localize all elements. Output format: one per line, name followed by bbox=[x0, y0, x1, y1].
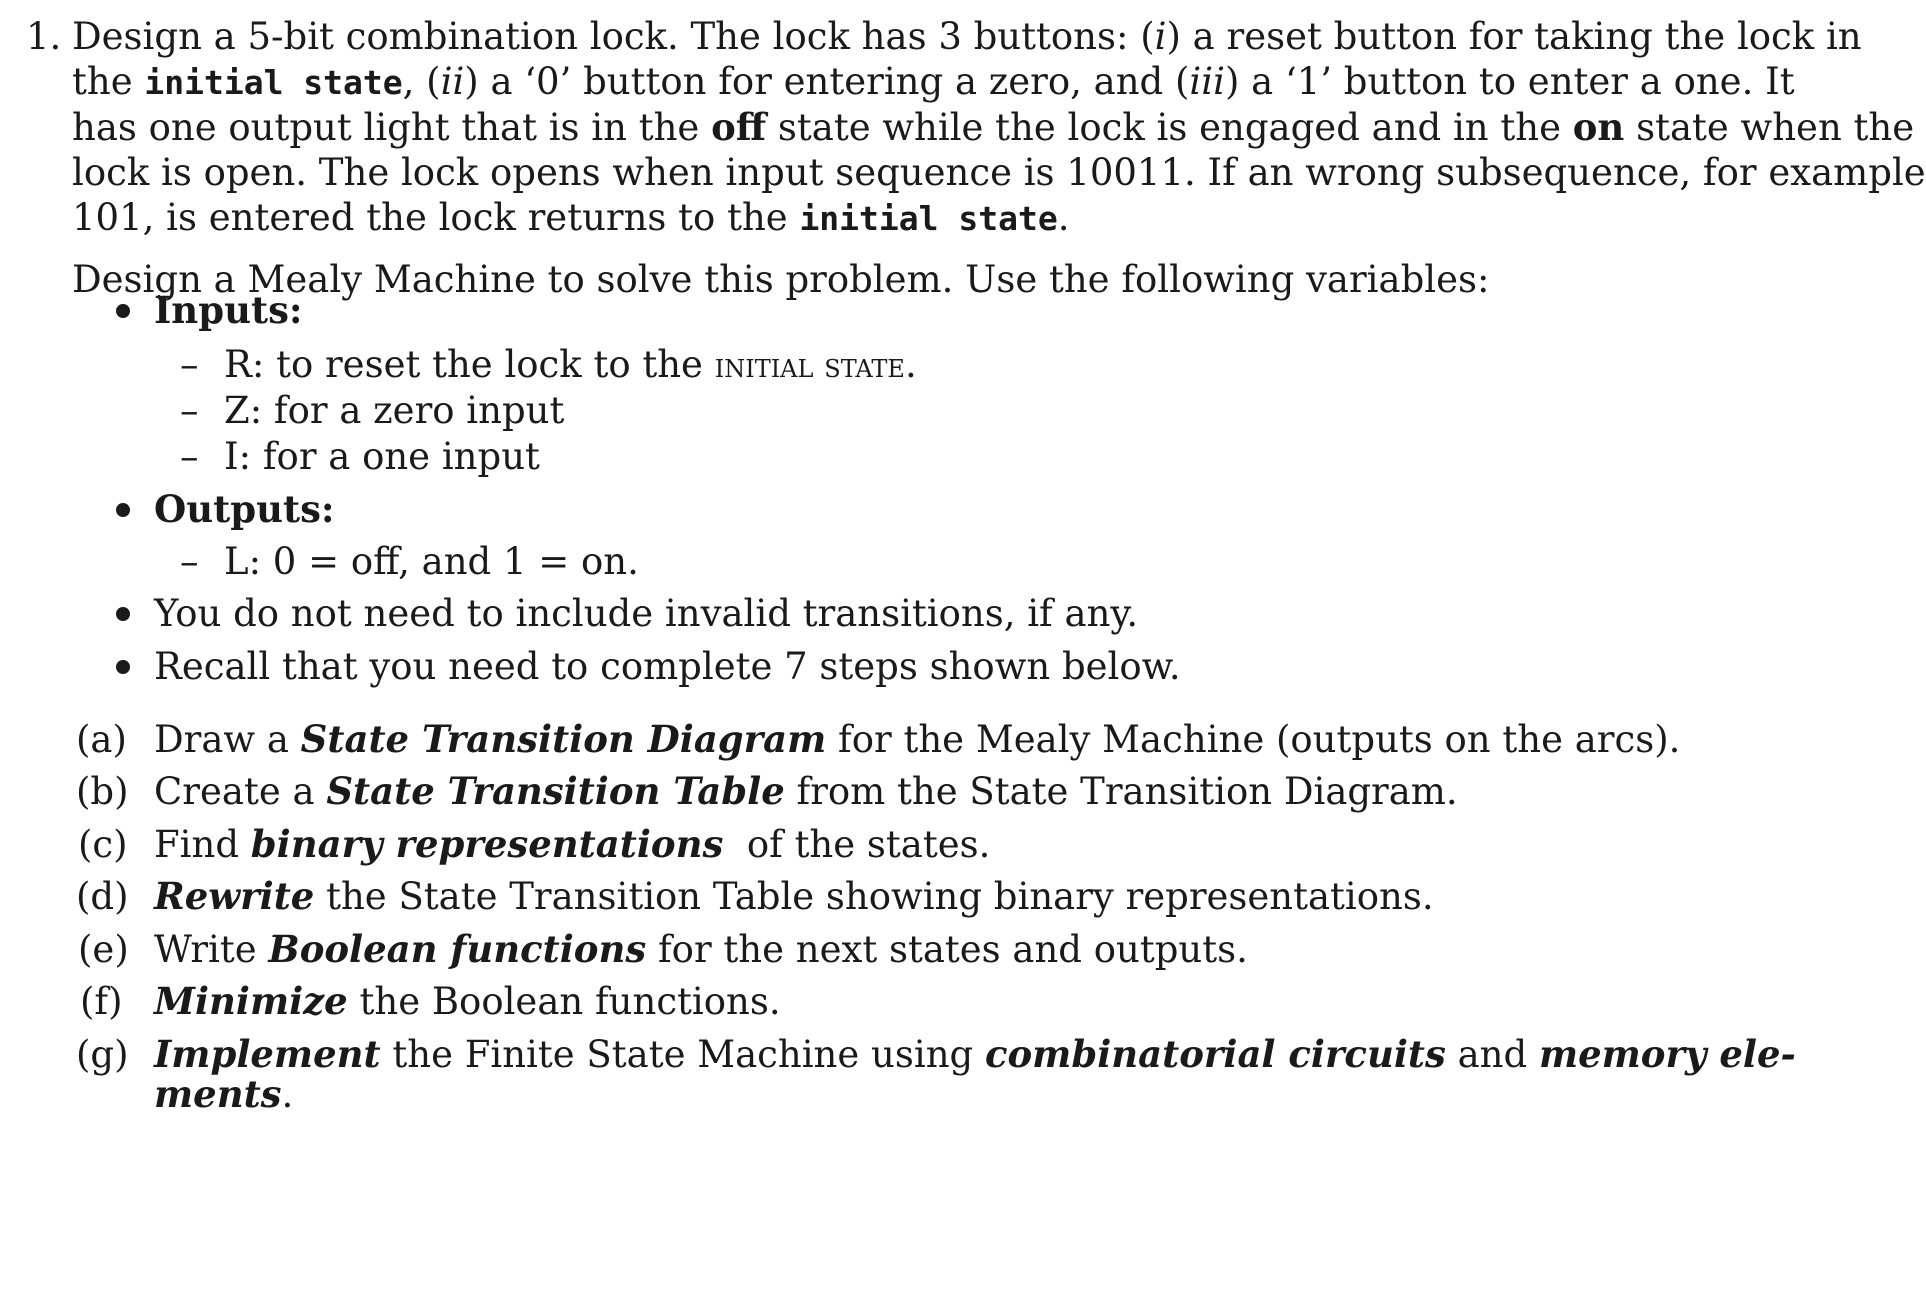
text-span: of the states. bbox=[723, 823, 991, 866]
emphasis: State Transition Table bbox=[326, 769, 785, 813]
statement-line-1 bbox=[72, 14, 1862, 59]
text-span: R: to reset the lock to the bbox=[224, 343, 715, 386]
step-label-b: (b) bbox=[76, 770, 129, 813]
step-g-continued bbox=[154, 1072, 293, 1117]
emphasis: State Transition Diagram bbox=[300, 717, 827, 761]
emphasis: combinatorial circuits bbox=[984, 1032, 1446, 1076]
step-f bbox=[154, 979, 781, 1024]
step-a bbox=[154, 717, 1680, 762]
input-item-z: Z: for a zero input bbox=[224, 389, 565, 432]
dash: – bbox=[180, 343, 199, 386]
text-span: Design a 5-bit combination lock. The lock has 3 buttons: ( bbox=[72, 15, 1155, 58]
bullet-dot bbox=[116, 304, 130, 318]
initial-state-smallcaps: initial state bbox=[714, 346, 905, 386]
roman-numeral-i: i bbox=[1154, 15, 1167, 58]
step-e bbox=[154, 927, 1248, 972]
inputs-heading: Inputs: bbox=[154, 288, 303, 332]
text-span: state while the lock is engaged and in the bbox=[766, 106, 1573, 149]
text-span: from the State Transition Diagram. bbox=[784, 770, 1458, 813]
step-g bbox=[154, 1032, 1796, 1077]
dash: – bbox=[180, 389, 199, 432]
text-span: the Finite State Machine using bbox=[380, 1033, 985, 1076]
input-item-i: I: for a one input bbox=[224, 435, 540, 478]
text-span: . bbox=[904, 343, 917, 386]
on-term: on bbox=[1572, 105, 1625, 149]
emphasis: Rewrite bbox=[154, 874, 315, 918]
text-span: Write bbox=[154, 928, 269, 971]
bullet-dot bbox=[116, 503, 130, 517]
roman-numeral-iii: iii bbox=[1189, 60, 1225, 103]
statement-line-4: lock is open. The lock opens when input sequence is 10011. If an wrong subsequence, for example bbox=[72, 151, 1926, 194]
dash: – bbox=[180, 540, 199, 583]
statement-line-5 bbox=[72, 195, 1682, 241]
text-span: for the next states and outputs. bbox=[646, 928, 1248, 971]
note-seven-steps: Recall that you need to complete 7 steps shown below. bbox=[154, 645, 1181, 688]
emphasis: ments bbox=[154, 1072, 282, 1116]
bullet-dot bbox=[116, 660, 130, 674]
note-invalid-transitions: You do not need to include invalid transitions, if any. bbox=[154, 592, 1139, 635]
emphasis: Implement bbox=[154, 1032, 381, 1076]
text-span: the bbox=[72, 60, 145, 103]
bullet-dot bbox=[116, 607, 130, 621]
text-span: 101, is entered the lock returns to the bbox=[72, 196, 800, 239]
text-span: Create a bbox=[154, 770, 327, 813]
text-span: and bbox=[1445, 1033, 1539, 1076]
dash: – bbox=[180, 435, 199, 478]
output-item-l: L: 0 = off, and 1 = on. bbox=[224, 540, 639, 583]
text-span: ) a ‘1’ button to enter a one. It bbox=[1224, 60, 1795, 103]
text-span: the State Transition Table showing binary representations. bbox=[314, 875, 1434, 918]
outputs-heading: Outputs: bbox=[154, 487, 335, 531]
emphasis: binary representations bbox=[250, 822, 724, 866]
text-span: for the Mealy Machine (outputs on the arcs). bbox=[826, 718, 1681, 761]
question-number: 1. bbox=[26, 15, 62, 58]
instruction-text: Design a Mealy Machine to solve this problem. Use the following variables: bbox=[72, 258, 1490, 301]
emphasis: Boolean functions bbox=[268, 927, 647, 971]
step-label-a: (a) bbox=[76, 718, 127, 761]
text-span: state when the bbox=[1624, 106, 1915, 149]
step-label-g: (g) bbox=[76, 1033, 129, 1076]
emphasis: Minimize bbox=[154, 979, 348, 1023]
text-span: , ( bbox=[402, 60, 441, 103]
step-label-e: (e) bbox=[78, 928, 129, 971]
statement-line-2 bbox=[72, 59, 1795, 105]
text-span: Find bbox=[154, 823, 251, 866]
text-span: . bbox=[281, 1073, 294, 1116]
initial-state-term: initial state bbox=[799, 199, 1058, 238]
text-span: ) a reset button for taking the lock in bbox=[1166, 15, 1862, 58]
initial-state-term: initial state bbox=[144, 63, 403, 102]
text-span: the Boolean functions. bbox=[347, 980, 781, 1023]
text-span: has one output light that is in the bbox=[72, 106, 712, 149]
step-label-f: (f) bbox=[80, 980, 123, 1023]
step-label-d: (d) bbox=[76, 875, 129, 918]
step-c bbox=[154, 822, 990, 867]
emphasis: memory ele- bbox=[1538, 1032, 1796, 1076]
statement-line-3 bbox=[72, 105, 1915, 150]
roman-numeral-ii: ii bbox=[440, 60, 465, 103]
text-span: . bbox=[1057, 196, 1070, 239]
problem-statement bbox=[72, 14, 1926, 241]
text-span: Draw a bbox=[154, 718, 301, 761]
input-item-r bbox=[224, 342, 917, 389]
off-term: off bbox=[711, 105, 767, 149]
step-b bbox=[154, 769, 1458, 814]
text-span: ) a ‘0’ button for entering a zero, and ( bbox=[464, 60, 1190, 103]
step-d bbox=[154, 874, 1434, 919]
step-label-c: (c) bbox=[78, 823, 128, 866]
